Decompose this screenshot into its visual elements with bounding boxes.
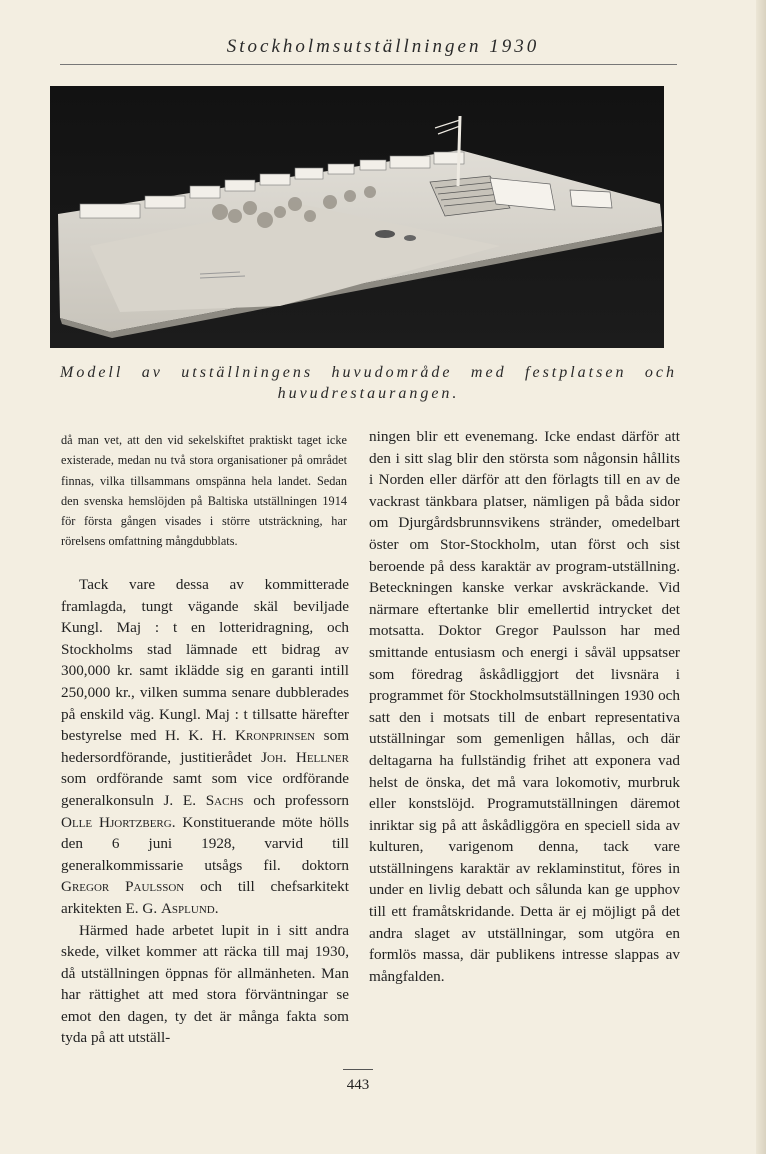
right-paragraph: ningen blir ett evenemang. Icke endast därför att den i sitt slag blir den största som någonsin hållits i Norden eller därför att den förlagts till en av de vackrast tänkbara platser, nämligen på båda sidor om Djurgårdsbrunnsvikens stränder, omedelbart öster om Stor-Stockholm, utan först och sist beroende på dess karaktär av program-utställning. Beteckningen kanske verkar avskräckande. Vid närmare eftertanke blir emellertid intrycket det motsatta. Doktor Gregor Paulsson har med smittande entusiasm och energi i såväl uppsatser som föredrag åskådliggjort det livsnära i programmet för Stockholmsutställningen 1930 och satt den i motsats till de enbart representativa utställningar som gemenligen hållas, och där deltagarna ha fullständig frihet att exponera vad helst de önska, det må vara lokomotiv, murbruk eller konstslöjd. Programutställningen däremot inriktar sig på att åskådliggöra en speciell sida av kulturen, varigenom denna, tack vare utställningens karaktär av reklaminstitut, föres in under en livlig debatt och sålunda kan ge upphov till ett framåtskridande. Detta är ej möjligt på det andra slaget av utställningar, som utgöra en formlös massa, där publikens intresse slappas av mångfalden. bbox=[369, 428, 680, 985]
name-kronprinsen: Kronprinsen bbox=[235, 727, 316, 745]
name-asplund: Asplund bbox=[160, 899, 215, 917]
small-paragraph-text: då man vet, att den vid sekelskiftet praktiskt taget icke existerade, medan nu två stora organisationer på området finnas, vilka tillsammans omspänna hela landet. Sedan den svenska hemslöjden på Baltiska utställningen 1914 för första gången visades i större utsträckning, har rörelsens omfattning mångdubblats. bbox=[61, 433, 347, 549]
right-column bbox=[369, 426, 680, 987]
text-run: som hedersordförande, justitierådet bbox=[61, 727, 350, 766]
page-number: 443 bbox=[346, 1077, 370, 1093]
footer-rule bbox=[343, 1069, 373, 1070]
text-run: som ordförande samt som vice ordförande generalkonsuln J. E. bbox=[61, 770, 349, 809]
name-paulsson: Gregor Paulsson bbox=[61, 878, 185, 896]
intro-small-paragraph bbox=[61, 430, 347, 552]
left-paragraph-1 bbox=[61, 574, 349, 920]
name-hjortzberg: Olle Hjortzberg bbox=[61, 813, 172, 831]
running-head: Stockholmsutställningen 1930 bbox=[226, 36, 540, 57]
text-run: Tack vare dessa av kommitterade framlagda, tungt vägande skäl beviljade Kungl. Maj : t en lotteridragning, och Stockholms stad lämnade ett bidrag av 300,000 kr. samt iklädde sig en garanti intill 250,000 kr., vilken summa senare dubblerades på enskild väg. Kungl. Maj : t tillsatte härefter bestyrelse med H. K. H. bbox=[61, 576, 349, 745]
figure-caption: Modell av utställningens huvudområde med festplatsen och huvudrestaurangen. bbox=[60, 364, 677, 402]
left-paragraph-2: Härmed hade arbetet lupit in i sitt andra skede, vilket kommer att räcka till maj 1930, då utställningen öppnas för allmänheten. Man har rättighet att med stora förväntningar se emot den dagen, ty det är många fakta som tyda på att utställ- bbox=[61, 921, 349, 1047]
model-illustration bbox=[50, 86, 664, 348]
text-run: och professorn bbox=[243, 791, 349, 809]
page-edge bbox=[756, 0, 766, 1154]
text-run: . Konstituerande möte hölls den 6 juni 1928, varvid till generalkommissarie utsågs fil. doktorn bbox=[61, 813, 349, 874]
left-column bbox=[61, 574, 349, 1049]
header-rule bbox=[60, 64, 677, 65]
name-hellner: Joh. Hellner bbox=[261, 748, 349, 766]
text-run: . bbox=[214, 899, 219, 917]
exhibition-model-photo bbox=[50, 86, 664, 348]
text-run: och till chefsarkitekt arkitekten E. G. bbox=[61, 878, 349, 917]
name-sachs: Sachs bbox=[205, 791, 244, 809]
